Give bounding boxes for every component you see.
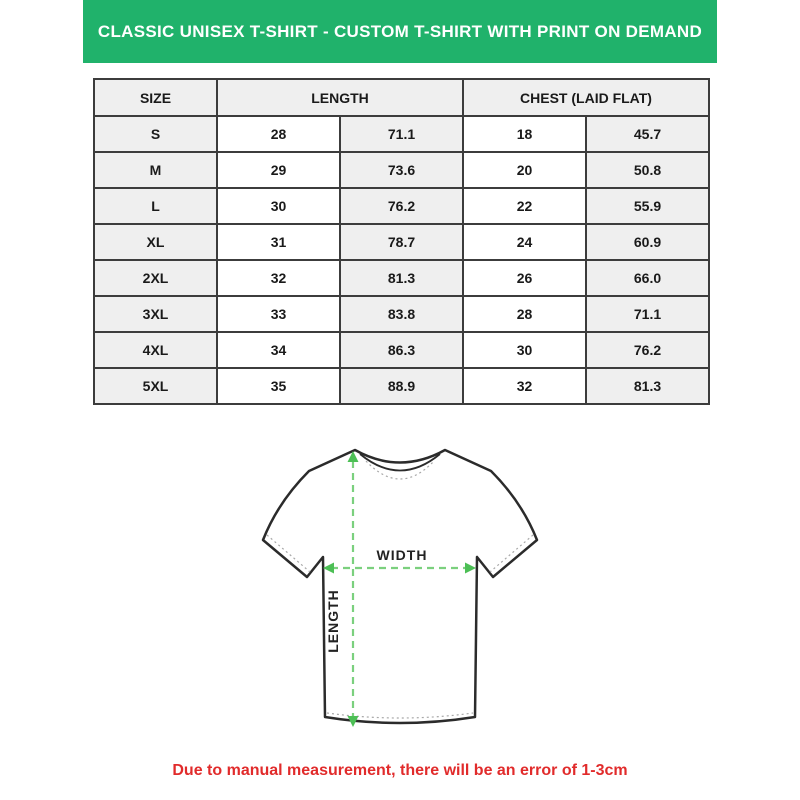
chest-in-cell: 26 [463, 260, 586, 296]
table-row [94, 332, 709, 368]
length-cm-cell: 71.1 [340, 116, 463, 152]
table-row [94, 188, 709, 224]
column-header-chest: CHEST (LAID FLAT) [463, 79, 709, 116]
size-chart-container [93, 78, 710, 405]
size-cell: XL [94, 224, 217, 260]
chest-in-cell: 24 [463, 224, 586, 260]
title-banner [83, 0, 717, 63]
length-cm-cell: 76.2 [340, 188, 463, 224]
tshirt-measurement-diagram [230, 430, 570, 740]
chest-in-cell: 20 [463, 152, 586, 188]
size-cell: 3XL [94, 296, 217, 332]
table-row [94, 152, 709, 188]
length-cm-cell: 73.6 [340, 152, 463, 188]
size-cell: 2XL [94, 260, 217, 296]
length-cm-cell: 83.8 [340, 296, 463, 332]
page-title: CLASSIC UNISEX T-SHIRT - CUSTOM T-SHIRT WITH PRINT ON DEMAND [97, 21, 703, 41]
chest-cm-cell: 50.8 [586, 152, 709, 188]
length-cm-cell: 88.9 [340, 368, 463, 404]
chest-cm-cell: 60.9 [586, 224, 709, 260]
tshirt-outline-icon [263, 450, 537, 723]
chest-in-cell: 18 [463, 116, 586, 152]
measurement-disclaimer: Due to manual measurement, there will be an error of 1-3cm [172, 762, 628, 779]
length-cm-cell: 86.3 [340, 332, 463, 368]
table-row [94, 368, 709, 404]
chest-in-cell: 32 [463, 368, 586, 404]
size-cell: 4XL [94, 332, 217, 368]
chest-in-cell: 22 [463, 188, 586, 224]
length-in-cell: 34 [217, 332, 340, 368]
table-row [94, 296, 709, 332]
length-in-cell: 28 [217, 116, 340, 152]
chest-cm-cell: 55.9 [586, 188, 709, 224]
size-cell: S [94, 116, 217, 152]
table-row [94, 224, 709, 260]
length-cm-cell: 78.7 [340, 224, 463, 260]
column-header-size: SIZE [94, 79, 217, 116]
size-cell: L [94, 188, 217, 224]
chest-cm-cell: 66.0 [586, 260, 709, 296]
length-in-cell: 33 [217, 296, 340, 332]
length-in-cell: 30 [217, 188, 340, 224]
chest-cm-cell: 76.2 [586, 332, 709, 368]
size-cell: M [94, 152, 217, 188]
column-header-length: LENGTH [217, 79, 463, 116]
chest-cm-cell: 71.1 [586, 296, 709, 332]
table-row [94, 116, 709, 152]
width-label: WIDTH [376, 547, 428, 563]
length-in-cell: 29 [217, 152, 340, 188]
table-row [94, 260, 709, 296]
length-in-cell: 31 [217, 224, 340, 260]
length-label: LENGTH [325, 589, 341, 653]
chest-cm-cell: 81.3 [586, 368, 709, 404]
size-cell: 5XL [94, 368, 217, 404]
table-header-row [94, 79, 709, 116]
length-in-cell: 32 [217, 260, 340, 296]
chest-in-cell: 30 [463, 332, 586, 368]
chest-in-cell: 28 [463, 296, 586, 332]
size-chart-table [93, 78, 710, 405]
length-cm-cell: 81.3 [340, 260, 463, 296]
length-in-cell: 35 [217, 368, 340, 404]
chest-cm-cell: 45.7 [586, 116, 709, 152]
